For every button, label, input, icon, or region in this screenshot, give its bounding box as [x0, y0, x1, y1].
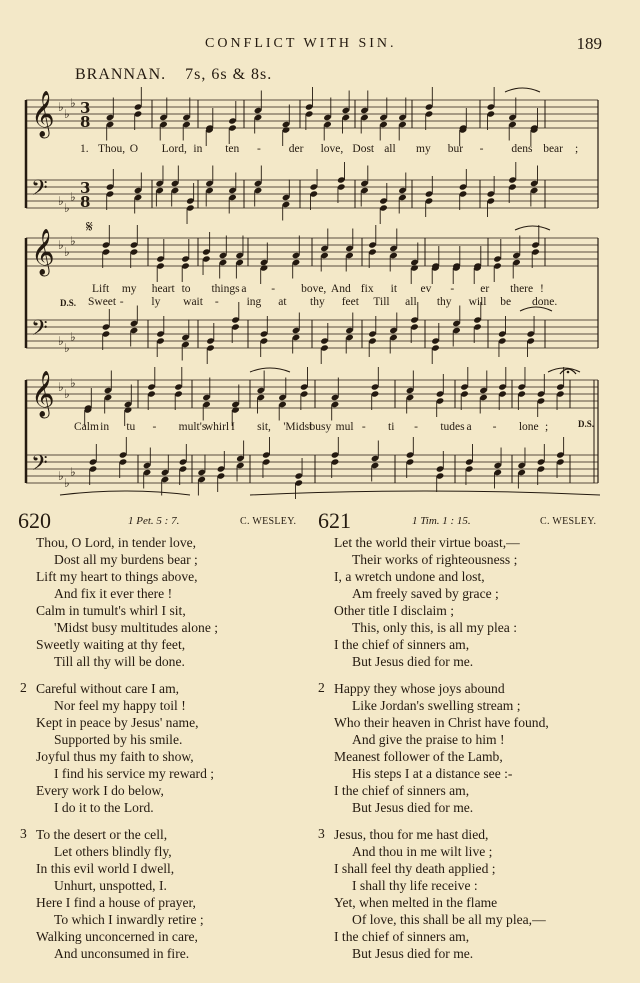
verse-line: I the chief of sinners am, [334, 929, 470, 944]
lyric-syllable: in [193, 143, 203, 155]
lyric-syllable: all [384, 143, 396, 155]
lyric-syllable: er [480, 283, 490, 295]
lyric-syllable: ; [545, 421, 549, 433]
segno-sign: 𝄋 [86, 217, 93, 236]
flat-sign: ♭ [70, 96, 76, 110]
lyric-syllable: love, [320, 143, 344, 155]
time-signature-top: 3 [80, 99, 91, 117]
lyric-syllable: - [257, 143, 261, 155]
lyric-syllable: busy [309, 421, 332, 433]
lyric-syllable: done. [532, 296, 558, 308]
flat-sign: ♭ [64, 107, 70, 121]
slur [60, 491, 190, 495]
slur [250, 368, 290, 372]
lyric-syllable: ev [420, 283, 432, 295]
hymn-621-reference: 1 Tim. 1 : 15. [412, 515, 471, 527]
verse-line: And give the praise to him ! [352, 732, 505, 747]
lyric-syllable: bove, [301, 283, 327, 295]
lyric-syllable: - [450, 283, 455, 295]
stanza [318, 680, 614, 816]
bass-clef: 𝄢 [31, 176, 48, 206]
flat-sign: ♭ [64, 245, 70, 259]
hymn-621-author: C. WESLEY. [540, 516, 597, 527]
lyric-syllable: Lift [92, 283, 110, 295]
lyric-syllable: - [271, 283, 276, 295]
running-title: CONFLICT WITH SIN. [205, 36, 397, 51]
bass-clef: 𝄢 [31, 451, 48, 481]
verse-line: Lift my heart to things above, [36, 569, 198, 584]
verse-line: Every work I do below, [36, 783, 164, 798]
lyric-syllable: der [288, 143, 304, 155]
lyric-syllable: ten [225, 143, 240, 155]
verse-line: Yet, when melted in the flame [334, 895, 498, 910]
lyric-syllable: ti [388, 421, 395, 433]
lyric-syllable: there [510, 283, 534, 295]
lyric-syllable: wait [183, 296, 203, 308]
lyric-syllable: Calm [74, 421, 99, 433]
verse-line: To the desert or the cell, [36, 827, 168, 842]
flat-sign: ♭ [58, 238, 64, 252]
verse-line: This, only this, is all my plea : [352, 620, 518, 635]
verse-line: Unhurt, unspotted, I. [54, 878, 167, 893]
lyric-syllable: dens [511, 143, 533, 155]
lyric-syllable: bear [543, 143, 563, 155]
flat-sign: ♭ [70, 330, 76, 344]
verse-line: Other title I disclaim ; [334, 603, 455, 618]
slur [515, 226, 550, 230]
lyrics-system-2-line-2 [0, 296, 640, 310]
lyric-syllable: 'Midst [283, 421, 313, 433]
time-signature-bottom: 8 [80, 113, 91, 131]
lyric-syllable: Thou, [98, 143, 126, 155]
stanza [36, 534, 306, 670]
lyric-syllable: will [468, 296, 487, 308]
time-signature-top: 3 [80, 179, 91, 197]
verse-line: Meanest follower of the Lamb, [334, 749, 503, 764]
ds-label-left: D.S. [60, 298, 77, 308]
lyric-syllable: to [181, 283, 191, 295]
verse-line: 'Midst busy multitudes alone ; [54, 620, 219, 635]
lyric-syllable: - [492, 421, 497, 433]
verse-line: His steps I at a distance see :- [352, 766, 513, 781]
lyric-syllable: thy [436, 296, 452, 308]
verse-line: I shall thy life receive : [352, 878, 478, 893]
time-signature-bottom: 8 [80, 193, 91, 211]
hymn-621-heading [318, 508, 608, 532]
stanza-number: 3 [20, 826, 27, 841]
lyric-syllable: thy [310, 296, 325, 308]
verse-line: Of love, this shall be all my plea,— [352, 912, 546, 927]
lyric-syllable: feet [341, 296, 359, 308]
lyric-syllable: Till [373, 296, 390, 308]
stanza [318, 826, 614, 962]
hymn-621-text [318, 534, 614, 972]
verse-line: I find his service my reward ; [54, 766, 215, 781]
verse-line: And unconsumed in fire. [54, 946, 190, 961]
stanza [20, 826, 306, 962]
flat-sign: ♭ [64, 387, 70, 401]
verse-line: I the chief of sinners am, [334, 783, 470, 798]
lyric-syllable: a [466, 421, 472, 433]
ds-label-right: D.S. [578, 419, 595, 429]
lyric-syllable: my [416, 143, 431, 155]
verse-line: Their works of righteousness ; [352, 552, 518, 567]
lyric-syllable: Sweet [88, 296, 117, 308]
lyric-syllable: And [330, 283, 351, 295]
verse-line: Here I find a house of prayer, [36, 895, 196, 910]
tune-meter: 7s, 6s & 8s. [185, 66, 273, 83]
lyric-syllable: - [479, 143, 484, 155]
hymn-620-heading [18, 508, 308, 532]
flat-sign: ♭ [70, 234, 76, 248]
verse-line: Supported by his smile. [54, 732, 183, 747]
verse-line: Thou, O Lord, in tender love, [36, 535, 197, 550]
verse-line: Nor feel my happy toil ! [54, 698, 186, 713]
flat-sign: ♭ [58, 194, 64, 208]
verse-line: Till all thy will be done. [54, 654, 185, 669]
slur [505, 88, 540, 92]
verse-line: And thou in me wilt live ; [352, 844, 493, 859]
bass-clef: 𝄢 [31, 316, 48, 346]
verse-number: 1. [80, 143, 89, 155]
verse-line: Let the world their virtue boast,— [334, 535, 520, 550]
lyric-syllable: I [231, 421, 235, 433]
stanza [20, 680, 306, 816]
verse-line: Let others blindly fly, [54, 844, 172, 859]
flat-sign: ♭ [58, 334, 64, 348]
lyric-syllable: - [361, 421, 366, 433]
flat-sign: ♭ [70, 376, 76, 390]
verse-line: Sweetly waiting at thy feet, [36, 637, 186, 652]
verse-line: I, a wretch undone and lost, [334, 569, 485, 584]
hymn-620-reference: 1 Pet. 5 : 7. [128, 515, 180, 527]
treble-clef: 𝄞 [31, 91, 55, 137]
verse-line: Kept in peace by Jesus' name, [36, 715, 199, 730]
stanza-number: 2 [318, 680, 325, 695]
lyric-syllable: ly [151, 296, 161, 308]
lyric-syllable: heart [151, 283, 175, 295]
treble-clef: 𝄞 [31, 229, 55, 275]
stanza-number: 3 [318, 826, 325, 841]
lyric-syllable: it [390, 283, 398, 295]
lyrics-system-2-line-1 [0, 283, 640, 297]
flat-sign: ♭ [64, 341, 70, 355]
lyric-syllable: O [129, 143, 139, 155]
verse-line: Dost all my burdens bear ; [54, 552, 198, 567]
lyric-syllable: - [119, 296, 124, 308]
flat-sign: ♭ [58, 469, 64, 483]
lyrics-system-1 [0, 143, 640, 157]
verse-line: I the chief of sinners am, [334, 637, 470, 652]
hymn-620-text [20, 534, 306, 972]
lyric-syllable: be [500, 296, 512, 308]
lyric-syllable: tu [126, 421, 136, 433]
lyric-syllable: Lord, [161, 143, 187, 155]
hymn-621-number: 621 [318, 508, 351, 533]
lyric-syllable: mul [335, 421, 354, 433]
flat-sign: ♭ [58, 380, 64, 394]
flat-sign: ♭ [64, 201, 70, 215]
lyric-syllable: in [100, 421, 110, 433]
treble-clef: 𝄞 [31, 371, 55, 417]
flat-sign: ♭ [58, 100, 64, 114]
lyric-syllable: a [241, 283, 247, 295]
hymn-620-number: 620 [18, 508, 51, 533]
verse-line: Calm in tumult's whirl I sit, [36, 603, 186, 618]
lyric-syllable: - [414, 421, 418, 433]
lyric-syllable: ing [246, 296, 262, 308]
lyric-syllable: at [278, 296, 287, 308]
slur [250, 491, 600, 495]
verse-line: Joyful thus my faith to show, [36, 749, 194, 764]
verse-line: I shall feel thy death applied ; [334, 861, 496, 876]
lyric-syllable: fix [360, 283, 374, 295]
lyric-syllable: ; [575, 143, 579, 155]
lyric-syllable: mult's [178, 421, 207, 433]
verse-line: But Jesus died for me. [352, 654, 474, 669]
lyric-syllable: all [405, 296, 417, 308]
verse-line: Like Jordan's swelling stream ; [352, 698, 521, 713]
lyric-syllable: sit, [257, 421, 271, 433]
lyric-syllable: whirl [204, 421, 230, 433]
verse-line: Careful without care I am, [36, 681, 180, 696]
verse-line: I do it to the Lord. [54, 800, 154, 815]
flat-sign: ♭ [70, 465, 76, 479]
verse-line: Who their heaven in Christ have found, [334, 715, 549, 730]
lyric-syllable: - [214, 296, 219, 308]
lyric-syllable: lone [518, 421, 539, 433]
flat-sign: ♭ [64, 476, 70, 490]
lyric-syllable: Dost [352, 143, 375, 155]
verse-line: In this evil world I dwell, [36, 861, 175, 876]
verse-line: Am freely saved by grace ; [352, 586, 499, 601]
verse-line: But Jesus died for me. [352, 946, 474, 961]
page-number: 189 [576, 34, 602, 53]
stanza [334, 534, 614, 670]
lyric-syllable: my [121, 283, 137, 295]
verse-line: But Jesus died for me. [352, 800, 474, 815]
lyrics-system-3 [0, 421, 640, 435]
stanza-number: 2 [20, 680, 27, 695]
verse-line: Happy they whose joys abound [334, 681, 505, 696]
verse-line: And fix it ever there ! [54, 586, 173, 601]
lyric-syllable: bur [447, 143, 464, 155]
flat-sign: ♭ [70, 190, 76, 204]
lyric-syllable: - [152, 421, 157, 433]
verse-line: Jesus, thou for me hast died, [334, 827, 489, 842]
tune-name: BRANNAN. [75, 66, 167, 83]
hymn-620-author: C. WESLEY. [240, 516, 297, 527]
lyric-syllable: tudes [440, 421, 465, 433]
verse-line: To which I inwardly retire ; [54, 912, 204, 927]
fermata-dot [567, 371, 570, 374]
lyric-syllable: things [211, 283, 240, 295]
verse-line: Walking unconcerned in care, [36, 929, 198, 944]
lyric-syllable: ! [540, 283, 544, 295]
